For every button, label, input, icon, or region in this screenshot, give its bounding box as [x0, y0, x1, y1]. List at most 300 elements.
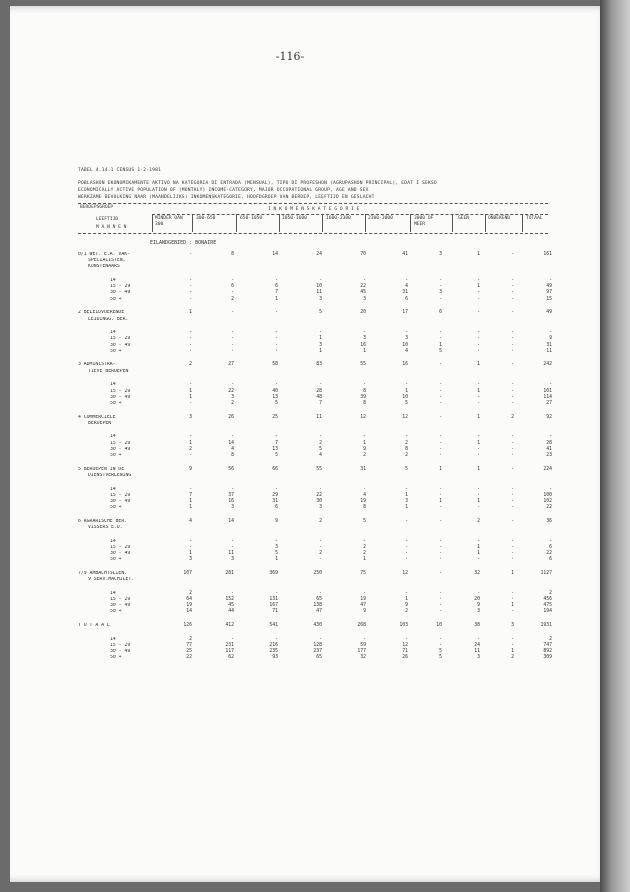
cell-value: -: [439, 446, 442, 452]
cell-value: 25: [186, 649, 192, 655]
cell-value: -: [549, 538, 552, 544]
cell-value: -: [511, 394, 514, 400]
header-col-1050-1600: 1050-1600: [282, 216, 307, 221]
cell-value: 19: [186, 603, 192, 609]
cell-value: -: [439, 453, 442, 458]
cell-value: 2: [363, 544, 366, 550]
cell-value: 475: [543, 603, 552, 609]
header-divider: [522, 214, 523, 232]
cell-value: 250: [313, 570, 322, 576]
table-row: [78, 563, 558, 571]
cell-value: 20: [360, 310, 366, 316]
cell-value: 92: [546, 414, 552, 420]
cell-value: 70: [360, 252, 366, 257]
cell-value: 28: [546, 440, 552, 446]
cell-value: 3: [319, 342, 322, 348]
cell-value: 1: [189, 440, 192, 446]
cell-value: 65: [316, 597, 322, 602]
cell-value: 9: [405, 603, 408, 609]
cell-value: -: [439, 544, 442, 550]
cell-value: -: [477, 330, 480, 336]
cell-value: -: [477, 310, 480, 316]
table-row: [78, 655, 558, 661]
cell-value: 41: [546, 446, 552, 452]
cell-value: -: [439, 551, 442, 557]
cell-value: 16: [228, 498, 234, 504]
cell-value: 4: [405, 348, 408, 354]
cell-value: 1: [439, 466, 442, 472]
cell-value: 36: [546, 518, 552, 524]
cell-value: 1: [189, 388, 192, 394]
cell-value: -: [405, 551, 408, 557]
cell-value: -: [275, 636, 278, 642]
cell-value: 97: [546, 290, 552, 296]
cell-value: 3: [231, 505, 234, 511]
cell-value: 27: [228, 362, 234, 368]
row-label: [78, 459, 150, 467]
row-label: 15 - 29: [110, 284, 131, 290]
table-top-rule: [78, 203, 548, 204]
cell-value: -: [231, 590, 234, 596]
cell-value: -: [231, 544, 234, 550]
section-label: EILANDGEBIED : BONAIRE: [150, 240, 217, 246]
cell-value: 9: [363, 609, 366, 615]
cell-value: 8: [363, 388, 366, 394]
cell-value: -: [405, 278, 408, 284]
row-label: 14: [110, 590, 116, 596]
header-inkomenskategorie: I N K O M E N S K A T E G O R I E: [268, 207, 360, 212]
cell-value: 55: [316, 466, 322, 472]
cell-value: -: [477, 296, 480, 302]
row-label: [78, 375, 150, 383]
cell-value: 3: [231, 394, 234, 400]
cell-value: 10: [436, 623, 442, 629]
cell-value: 4: [231, 446, 234, 452]
cell-value: -: [231, 382, 234, 388]
cell-value: 102: [543, 498, 552, 504]
cell-value: 3: [319, 505, 322, 511]
row-label: 14: [110, 636, 116, 642]
cell-value: 747: [543, 642, 552, 648]
cell-value: 62: [228, 655, 234, 661]
cell-value: 6: [549, 544, 552, 550]
row-label: 50 +: [110, 400, 122, 406]
cell-value: -: [511, 310, 514, 316]
cell-value: -: [511, 557, 514, 563]
cell-value: 11: [474, 649, 480, 655]
cell-value: 4: [319, 453, 322, 458]
cell-value: 55: [360, 362, 366, 368]
cell-value: 12: [402, 570, 408, 576]
cell-value: 3: [405, 498, 408, 504]
row-label: [78, 531, 150, 539]
cell-value: -: [319, 590, 322, 596]
cell-value: -: [275, 590, 278, 596]
row-label: 7/9 AMBACHTSLIEN.: [78, 570, 128, 576]
row-label: 14: [110, 330, 116, 336]
cell-value: -: [439, 597, 442, 602]
cell-value: 1: [477, 466, 480, 472]
header-col-3000-of-meer: 3000 OF MEER: [414, 216, 434, 227]
cell-value: 161: [543, 252, 552, 257]
cell-value: 49: [546, 310, 552, 316]
cell-value: -: [511, 284, 514, 290]
table-row: [78, 252, 558, 258]
cell-value: 1: [477, 544, 480, 550]
cell-value: 9: [549, 336, 552, 342]
cell-value: -: [275, 310, 278, 316]
cell-value: 1: [189, 551, 192, 557]
cell-value: -: [439, 440, 442, 446]
cell-value: -: [439, 557, 442, 563]
cell-value: 5: [439, 649, 442, 655]
cell-value: 5: [275, 551, 278, 557]
row-label: DIENSTVERLENING: [88, 472, 132, 478]
row-label: 50 +: [110, 296, 122, 302]
cell-value: 8: [231, 453, 234, 458]
cell-value: 5: [405, 400, 408, 406]
cell-value: -: [319, 434, 322, 440]
cell-value: 3: [439, 252, 442, 257]
cell-value: 27: [546, 400, 552, 406]
cell-value: -: [477, 278, 480, 284]
cell-value: -: [319, 636, 322, 642]
header-col-2300-3000: 2300-3000: [368, 216, 393, 221]
cell-value: 2: [189, 446, 192, 452]
row-label: VISSERS E.D.: [88, 525, 123, 530]
cell-value: 5: [405, 466, 408, 472]
cell-value: 48: [316, 394, 322, 400]
caption-line-1: POBLASHON EKONOMIKAMENTE AKTIVO NA KATEGORIA DI ENTRADA (MENSUAL), TIPO DI PROFESHON (AGRUPASHON PRINCIPAL), EDAT I SEKSO: [78, 181, 437, 186]
cell-value: 268: [357, 623, 366, 629]
cell-value: 1: [477, 252, 480, 257]
cell-value: 8: [405, 446, 408, 452]
cell-value: 64: [186, 597, 192, 602]
cell-value: 231: [225, 642, 234, 648]
cell-value: -: [511, 252, 514, 257]
cell-value: 6: [439, 310, 442, 316]
cell-value: 22: [546, 505, 552, 511]
cell-value: 45: [228, 603, 234, 609]
cell-value: 8: [363, 400, 366, 406]
table-row: [78, 531, 558, 539]
cell-value: 22: [228, 388, 234, 394]
cell-value: 93: [272, 655, 278, 661]
cell-value: -: [477, 348, 480, 354]
cell-value: 1: [405, 388, 408, 394]
cell-value: 9: [477, 603, 480, 609]
cell-value: 28: [316, 388, 322, 394]
cell-value: -: [477, 453, 480, 458]
cell-value: 1: [405, 597, 408, 602]
table-row: [78, 609, 558, 615]
cell-value: -: [477, 590, 480, 596]
cell-value: 101: [543, 388, 552, 394]
row-label: [78, 303, 150, 311]
cell-value: 66: [272, 466, 278, 472]
cell-value: 1: [439, 342, 442, 348]
cell-value: -: [549, 382, 552, 388]
cell-value: -: [275, 434, 278, 440]
cell-value: -: [511, 446, 514, 452]
cell-value: 2: [189, 636, 192, 642]
cell-value: -: [439, 642, 442, 648]
cell-value: -: [319, 278, 322, 284]
cell-value: 22: [360, 284, 366, 290]
cell-value: 2: [319, 440, 322, 446]
cell-value: 1: [477, 388, 480, 394]
cell-value: 1: [477, 414, 480, 420]
cell-value: 12: [360, 414, 366, 420]
cell-value: 1: [511, 570, 514, 576]
cell-value: -: [275, 348, 278, 354]
cell-value: 1: [189, 394, 192, 400]
cell-value: 5: [439, 655, 442, 661]
cell-value: 71: [402, 649, 408, 655]
cell-value: 39: [360, 394, 366, 400]
cell-value: -: [511, 538, 514, 544]
cell-value: 2: [319, 518, 322, 524]
cell-value: 7: [319, 400, 322, 406]
cell-value: -: [231, 290, 234, 296]
cell-value: -: [189, 538, 192, 544]
cell-value: -: [549, 330, 552, 336]
row-label: 15 - 29: [110, 544, 131, 550]
cell-value: -: [275, 486, 278, 492]
cell-value: 11: [316, 414, 322, 420]
cell-value: -: [511, 486, 514, 492]
cell-value: 47: [316, 609, 322, 615]
cell-value: 13: [272, 394, 278, 400]
cell-value: -: [511, 518, 514, 524]
row-label: 15 - 29: [110, 597, 131, 602]
cell-value: -: [439, 336, 442, 342]
cell-value: -: [319, 486, 322, 492]
row-label: 14: [110, 434, 116, 440]
cell-value: -: [189, 453, 192, 458]
table-row: [78, 479, 558, 487]
header-divider: [485, 214, 486, 232]
cell-value: 1: [405, 492, 408, 498]
cell-value: 14: [272, 252, 278, 257]
cell-value: 15: [546, 296, 552, 302]
cell-value: -: [319, 544, 322, 550]
cell-value: -: [477, 434, 480, 440]
cell-value: -: [511, 551, 514, 557]
row-label: 4 COMMERCIELE: [78, 414, 116, 420]
header-col-650-1050: 650-1050: [240, 216, 263, 221]
cell-value: 6: [231, 284, 234, 290]
cell-value: 22: [546, 551, 552, 557]
cell-value: -: [189, 252, 192, 257]
table-row: [78, 310, 558, 316]
cell-value: -: [511, 434, 514, 440]
table-row: [78, 407, 558, 415]
cell-value: -: [231, 434, 234, 440]
cell-value: 1: [477, 362, 480, 368]
table-row: [78, 459, 558, 467]
cell-value: -: [189, 296, 192, 302]
cell-value: -: [231, 278, 234, 284]
cell-value: 3: [363, 336, 366, 342]
row-label: [78, 407, 150, 415]
cell-value: 7: [275, 440, 278, 446]
cell-value: -: [231, 342, 234, 348]
row-label: [78, 511, 150, 519]
cell-value: -: [275, 278, 278, 284]
header-sub-rule: [152, 214, 548, 215]
cell-value: 40: [272, 388, 278, 394]
cell-value: -: [363, 538, 366, 544]
cell-value: -: [189, 544, 192, 550]
cell-value: 1: [439, 498, 442, 504]
header-col-300-650: 300-650: [196, 216, 216, 221]
cell-value: 5: [319, 310, 322, 316]
cell-value: 2: [549, 590, 552, 596]
cell-value: -: [549, 434, 552, 440]
cell-value: -: [477, 400, 480, 406]
cell-value: -: [511, 597, 514, 602]
cell-value: 1: [189, 505, 192, 511]
cell-value: -: [439, 609, 442, 615]
cell-value: -: [189, 284, 192, 290]
cell-value: 167: [269, 603, 278, 609]
page-fold-shadow: [600, 0, 630, 892]
cell-value: 65: [316, 655, 322, 661]
cell-value: 26: [228, 414, 234, 420]
cell-value: -: [511, 636, 514, 642]
cell-value: 2: [189, 362, 192, 368]
cell-value: 7: [189, 492, 192, 498]
cell-value: 14: [228, 518, 234, 524]
cell-value: -: [511, 362, 514, 368]
cell-value: 58: [272, 362, 278, 368]
cell-value: -: [477, 446, 480, 452]
cell-value: -: [189, 290, 192, 296]
cell-value: -: [439, 284, 442, 290]
cell-value: -: [439, 400, 442, 406]
cell-value: -: [189, 400, 192, 406]
row-label: 30 - 49: [110, 649, 131, 655]
cell-value: -: [439, 492, 442, 498]
cell-value: 1: [405, 505, 408, 511]
cell-value: 32: [474, 570, 480, 576]
row-label: 50 +: [110, 348, 122, 354]
header-beroepsgroep: BEROEPSGROEP: [80, 205, 114, 210]
cell-value: -: [275, 342, 278, 348]
cell-value: -: [405, 636, 408, 642]
cell-value: 16: [360, 342, 366, 348]
row-label: 30 - 49: [110, 603, 131, 609]
caption-line-3: WERKZAME BEVOLKING NAAR (MAANDELIJKS) INKOMENSKATEGORIE, HOOFDGROEP VAN BEROEP, LEEFTIJD EN GESLACHT: [78, 195, 375, 200]
row-label: 30 - 49: [110, 290, 131, 296]
header-divider: [322, 214, 323, 232]
cell-value: -: [511, 342, 514, 348]
cell-value: 6: [405, 296, 408, 302]
table-row: [78, 557, 558, 563]
cell-value: 3: [405, 336, 408, 342]
row-label: 50 +: [110, 557, 122, 563]
cell-value: 32: [360, 655, 366, 661]
cell-value: 281: [225, 570, 234, 576]
cell-value: -: [511, 492, 514, 498]
row-label: 30 - 49: [110, 551, 131, 557]
cell-value: -: [405, 518, 408, 524]
row-label: SPECIALISTEN,: [88, 258, 126, 264]
cell-value: 30: [316, 498, 322, 504]
cell-value: 224: [543, 466, 552, 472]
cell-value: 9: [189, 466, 192, 472]
cell-value: -: [319, 330, 322, 336]
cell-value: 45: [360, 290, 366, 296]
cell-value: 26: [402, 655, 408, 661]
cell-value: 20: [474, 597, 480, 602]
row-label: 2 BELEIDVOERENDE: [78, 310, 125, 316]
table-row: [78, 629, 558, 637]
cell-value: -: [189, 382, 192, 388]
cell-value: 1: [275, 296, 278, 302]
cell-value: 128: [313, 642, 322, 648]
row-label: [78, 271, 150, 279]
cell-value: 1: [363, 557, 366, 563]
cell-value: -: [439, 590, 442, 596]
page-number: -116-: [275, 50, 305, 63]
cell-value: 2: [549, 636, 552, 642]
cell-value: 309: [543, 655, 552, 661]
cell-value: 177: [357, 649, 366, 655]
table-row: [78, 616, 558, 624]
cell-value: 1: [477, 440, 480, 446]
cell-value: 4: [189, 518, 192, 524]
cell-value: -: [189, 434, 192, 440]
cell-value: -: [477, 394, 480, 400]
header-divider: [279, 214, 280, 232]
cell-value: -: [477, 290, 480, 296]
row-label: 9 SERV.MACHILET.: [88, 577, 135, 583]
cell-value: -: [439, 538, 442, 544]
cell-value: 100: [543, 492, 552, 498]
cell-value: 5: [275, 453, 278, 458]
cell-value: 117: [225, 649, 234, 655]
header-divider: [152, 214, 153, 232]
cell-value: 17: [402, 310, 408, 316]
cell-value: 1931: [540, 623, 552, 629]
header-divider: [365, 214, 366, 232]
cell-value: -: [231, 330, 234, 336]
cell-value: -: [189, 336, 192, 342]
cell-value: 138: [313, 603, 322, 609]
cell-value: 6: [275, 284, 278, 290]
cell-value: 4: [405, 284, 408, 290]
cell-value: 1: [477, 498, 480, 504]
cell-value: -: [231, 538, 234, 544]
caption-line-2: ECONOMICALLY ACTIVE POPULATION OF (MONTHLY) INCOME-CATEGORY, MAJOR OCCUPATIONAL GROUP, AGE AND SEX: [78, 188, 369, 193]
cell-value: -: [439, 414, 442, 420]
cell-value: 3: [477, 609, 480, 615]
row-label: [78, 616, 150, 624]
cell-value: -: [511, 590, 514, 596]
row-label: [78, 323, 150, 331]
table-row: [78, 505, 558, 511]
table-row: [78, 401, 558, 407]
table-row: [78, 571, 558, 577]
cell-value: -: [231, 636, 234, 642]
row-label: 50 +: [110, 453, 122, 458]
cell-value: -: [511, 336, 514, 342]
row-label: 14: [110, 278, 116, 284]
cell-value: 2: [511, 655, 514, 661]
cell-value: 56: [228, 466, 234, 472]
